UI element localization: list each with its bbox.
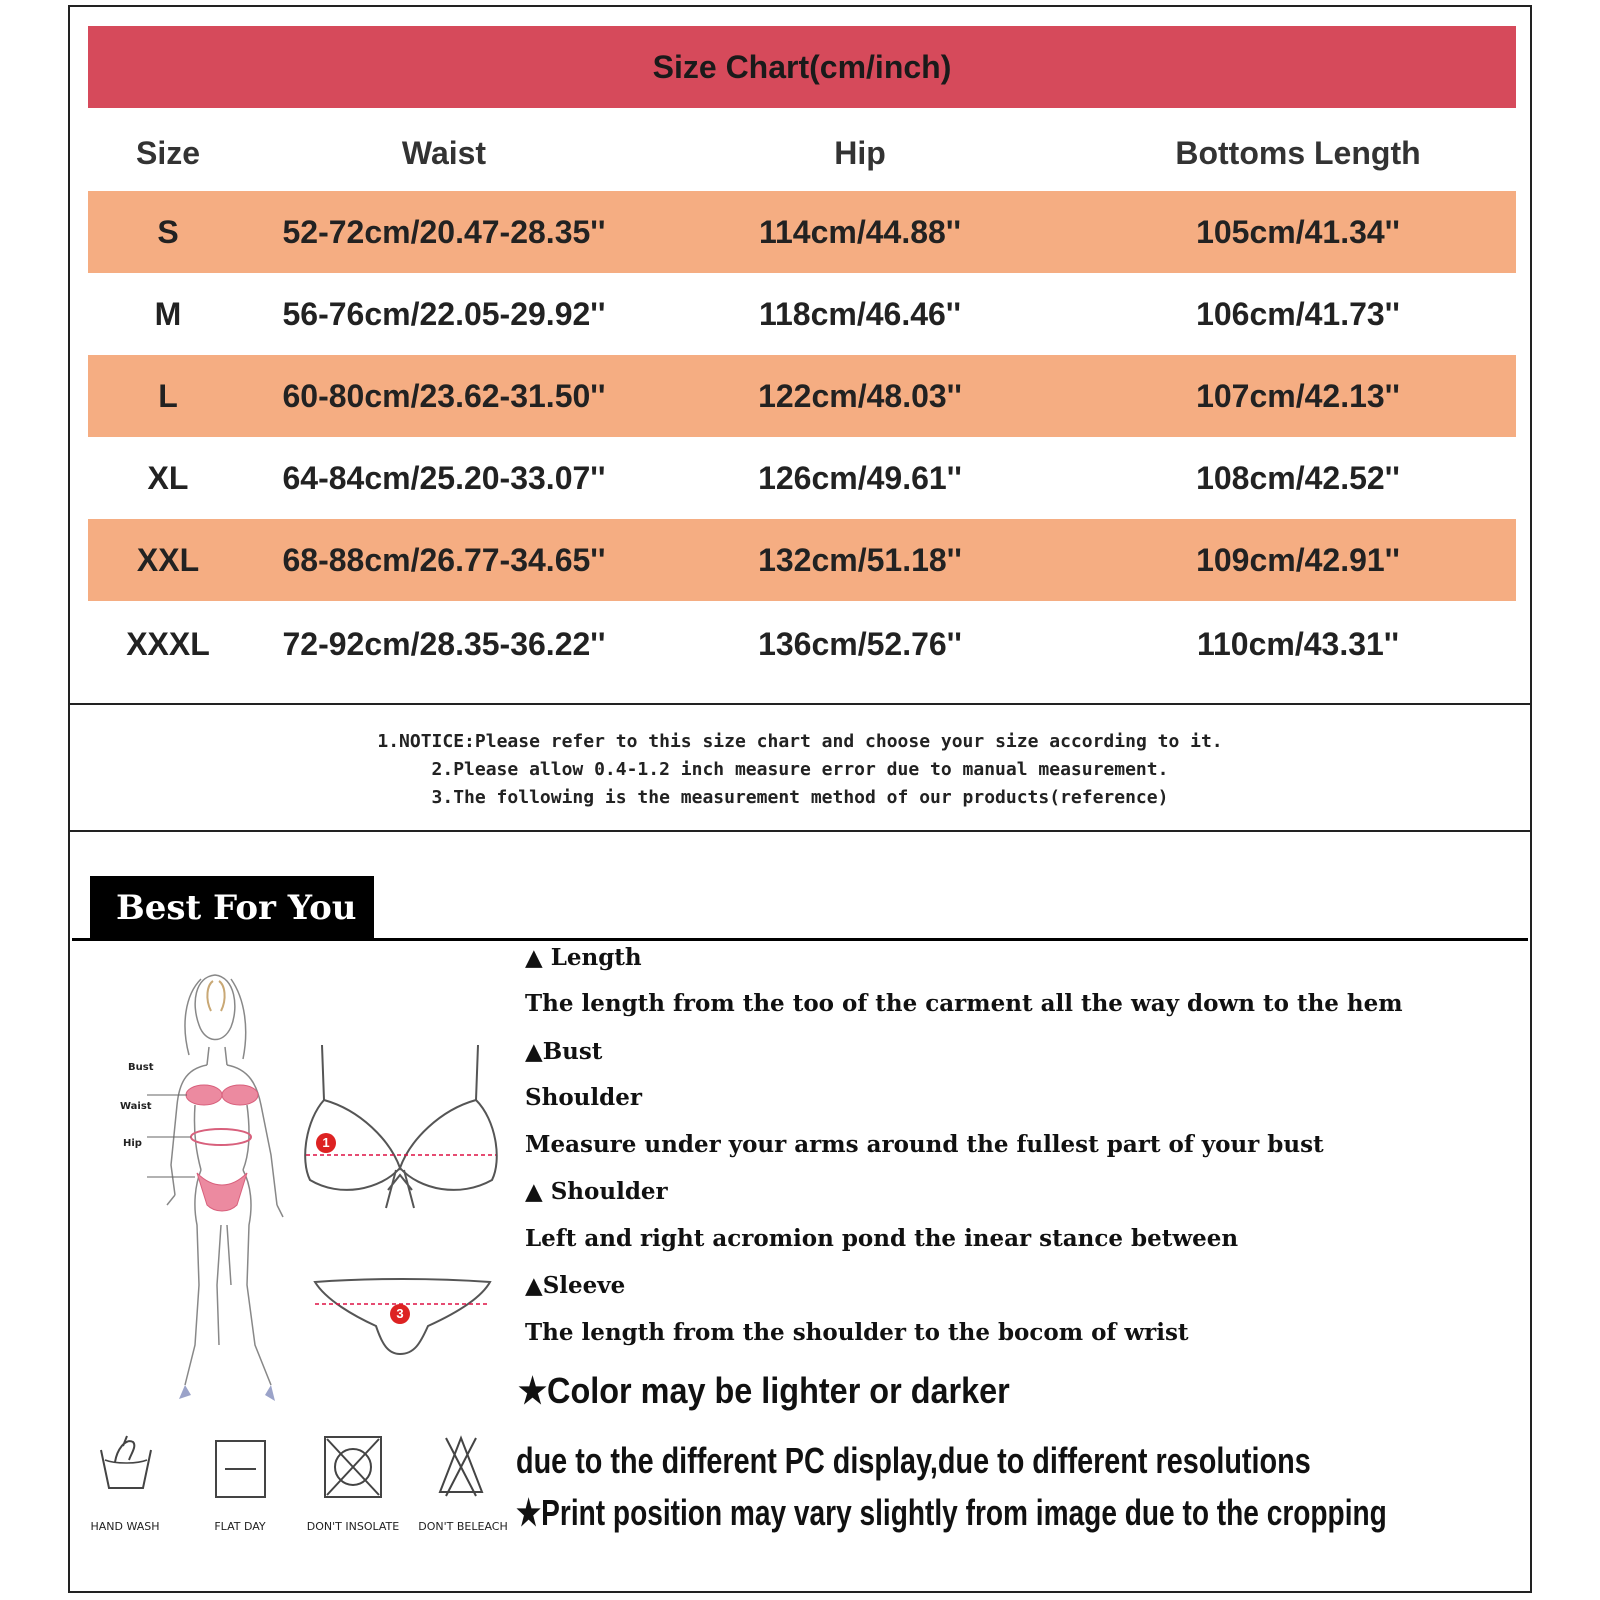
bust-heading: ▲Bust [525, 1038, 603, 1065]
cell-length: 106cm/41.73'' [1196, 295, 1400, 332]
cell-length: 109cm/42.91'' [1196, 541, 1400, 578]
care-label-hand-wash: HAND WASH [90, 1520, 160, 1533]
cell-size: XXL [136, 541, 200, 578]
cell-hip: 126cm/49.61'' [758, 459, 962, 496]
figure-label-waist: Waist [120, 1101, 152, 1112]
cell-size: S [157, 213, 179, 250]
note-2: 2.Please allow 0.4-1.2 inch measure error due to manual measurement. [431, 759, 1169, 780]
flat-dry-icon [213, 1438, 268, 1500]
cell-waist: 64-84cm/25.20-33.07'' [282, 459, 606, 496]
table-row [88, 273, 1516, 355]
notes-block [70, 728, 1530, 812]
table-row [88, 437, 1516, 519]
size-chart-title: Size Chart(cm/inch) [88, 26, 1516, 108]
cell-length: 108cm/42.52'' [1196, 459, 1400, 496]
dont-bleach-icon [436, 1434, 486, 1500]
cell-waist: 68-88cm/26.77-34.65'' [282, 541, 606, 578]
cell-waist: 56-76cm/22.05-29.92'' [282, 295, 606, 332]
figure-label-hip: Hip [123, 1138, 142, 1149]
header-hip: Hip [834, 134, 886, 171]
best-for-you-tab: Best For You [90, 876, 374, 940]
header-waist: Waist [401, 134, 487, 171]
note-1: 1.NOTICE:Please refer to this size chart and choose your size according to it. [377, 731, 1223, 752]
table-row [88, 603, 1516, 685]
table-row [88, 519, 1516, 601]
cell-hip: 136cm/52.76'' [758, 625, 962, 662]
header-bottoms-length: Bottoms Length [1175, 134, 1421, 171]
marker-3: 3 [390, 1304, 410, 1324]
cell-hip: 114cm/44.88'' [758, 213, 962, 250]
shoulder-description: Left and right acromion pond the inear stance between [525, 1225, 1239, 1252]
bust-description: Measure under your arms around the fullest part of your bust [525, 1131, 1324, 1158]
display-disclaimer: due to the different PC display,due to different resolutions [516, 1440, 1311, 1481]
table-row [88, 355, 1516, 437]
hand-wash-icon [95, 1432, 157, 1494]
table-row [88, 191, 1516, 273]
length-heading: ▲ Length [525, 944, 642, 971]
best-underline [72, 938, 1528, 941]
note-3: 3.The following is the measurement method of our products(reference) [431, 787, 1169, 808]
cell-waist: 72-92cm/28.35-36.22'' [282, 625, 606, 662]
cell-waist: 52-72cm/20.47-28.35'' [282, 213, 606, 250]
care-label-flat-dry: FLAT DAY [214, 1520, 266, 1533]
figure-label-bust: Bust [128, 1062, 154, 1073]
divider [70, 703, 1530, 705]
divider [70, 830, 1530, 832]
cell-size: XXXL [126, 625, 210, 662]
bra-sketch [300, 1040, 505, 1210]
cell-hip: 122cm/48.03'' [758, 377, 962, 414]
cell-hip: 132cm/51.18'' [758, 541, 962, 578]
bust-subheading: Shoulder [525, 1084, 642, 1111]
cell-length: 105cm/41.34'' [1196, 213, 1400, 250]
dont-insolate-icon [322, 1434, 384, 1500]
table-header-row [88, 112, 1516, 194]
cell-length: 110cm/43.31'' [1196, 625, 1400, 662]
cell-size: L [158, 377, 178, 414]
sleeve-description: The length from the shoulder to the bocom of wrist [525, 1319, 1189, 1346]
marker-1: 1 [316, 1133, 336, 1153]
color-disclaimer: ★Color may be lighter or darker [518, 1370, 1010, 1411]
cell-waist: 60-80cm/23.62-31.50'' [282, 377, 606, 414]
care-label-dont-insolate: DON'T INSOLATE [306, 1520, 400, 1533]
shoulder-heading: ▲ Shoulder [525, 1178, 668, 1205]
cell-hip: 118cm/46.46'' [758, 295, 962, 332]
cell-size: XL [147, 459, 189, 496]
cell-length: 107cm/42.13'' [1196, 377, 1400, 414]
sleeve-heading: ▲Sleeve [525, 1272, 626, 1299]
print-disclaimer: ★Print position may vary slightly from image due to the cropping [516, 1492, 1387, 1533]
care-label-dont-bleach: DON'T BELEACH [418, 1520, 508, 1533]
header-size: Size [135, 134, 201, 171]
woman-figure-illustration [115, 955, 310, 1415]
cell-size: M [154, 295, 182, 332]
length-description: The length from the too of the carment all the way down to the hem [525, 990, 1403, 1017]
